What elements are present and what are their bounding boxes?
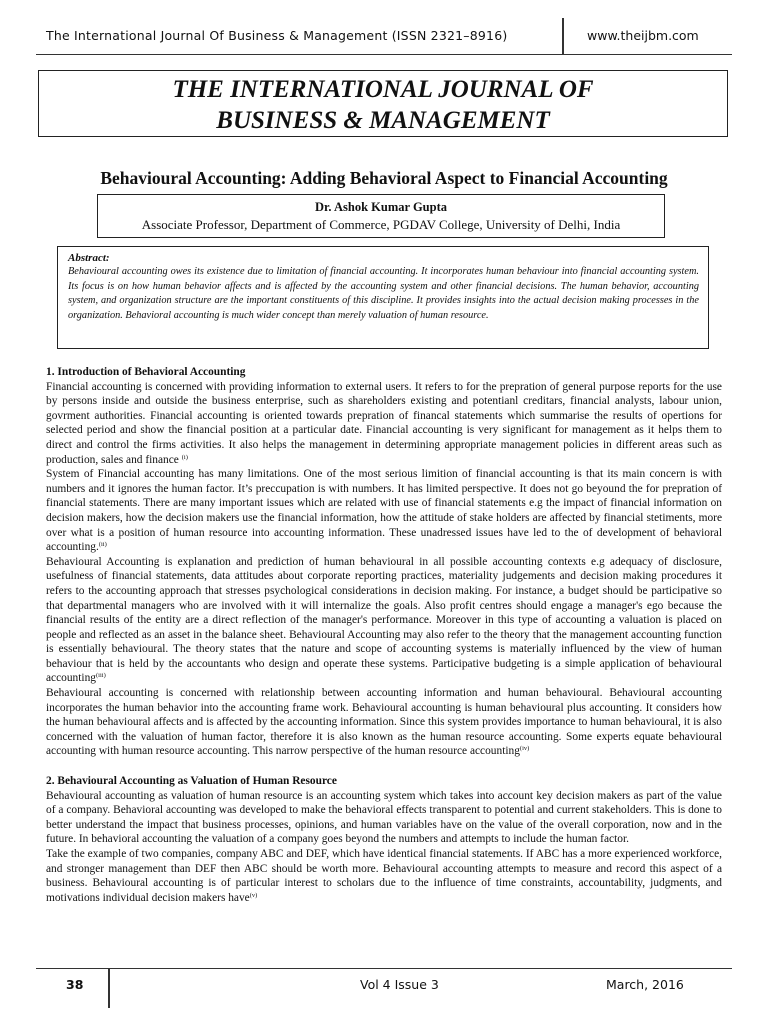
- article-body: [46, 365, 722, 905]
- reference-marker: (ii): [98, 541, 107, 549]
- header-divider: [562, 18, 564, 55]
- journal-website: www.theijbm.com: [587, 28, 699, 43]
- masthead-line-1: THE INTERNATIONAL JOURNAL OF: [172, 76, 594, 103]
- paper-title: Behavioural Accounting: Adding Behavioral Aspect to Financial Accounting: [100, 168, 668, 188]
- reference-marker: (i): [181, 453, 188, 461]
- paragraph: [46, 686, 722, 759]
- journal-issn: The International Journal Of Business & Management (ISSN 2321–8916): [46, 28, 508, 43]
- footer-divider: [108, 969, 110, 1008]
- masthead-line-2: BUSINESS & MANAGEMENT: [216, 107, 550, 134]
- paragraph-text: Take the example of two companies, company ABC and DEF, which have identical financial statements. If ABC has a more experienced workforce, and stronger management than DEF then ABC should be worth more. Behavioural accounting attempts to measure and record this aspect of a business. Behavioural accounting is of particular interest to scholars due to the influence of time constraints, accountability, judgments, and motivations individual decision makers have: [46, 848, 722, 904]
- paragraph: [46, 467, 722, 555]
- abstract-text: Behavioural accounting owes its existence due to limitation of financial accounting. It incorporates human behaviour into financial accounting system. Its focus is on how human behavior affects and is affected by the accounting system and other financial decisions. The human behavior, accounting system, and organization structure are the important constituents of this discipline. It provides insights into the actual decision making processes in the organization. Behavioral accounting is much wider concept than merely valuation of human resource.: [68, 266, 699, 321]
- author-box: [97, 194, 665, 238]
- author-affiliation: Associate Professor, Department of Commerce, PGDAV College, University of Delhi, India: [141, 217, 621, 232]
- volume-issue: Vol 4 Issue 3: [360, 977, 439, 992]
- section-heading: 1. Introduction of Behavioral Accounting: [46, 366, 246, 378]
- paragraph: [46, 380, 722, 468]
- paragraph-text: Behavioural accounting is concerned with relationship between accounting information and human behavioural. Behavioural accounting incorporates the human behavior into the accounting frame work. Behavioural accounting is human behavioural plus accounting. It considers how the human behavioural affects and is affected by the accounting information. Since this system provides importance to human behavioural, it is also concerned with the valuation of human factor, therefore it is also known as the human resource accounting. Some experts equate behavioural accounting with human resource accounting. This narrow perspective of the human resource accounting: [46, 687, 722, 758]
- reference-marker: (v): [249, 891, 258, 899]
- paragraph-text: System of Financial accounting has many limitations. One of the most serious limition of financial accounting is that its main concern is with numbers and it ignores the human factor. It’s preccupation is with numbers. It has limited perspective. It does not go beyound the for prepration of financial statements. There are many important issues which are related with use of financial statements e.g the impact of financial information on decision makers, how the decision makers use the financial information, how the attitude of stake holders are affected by financial stetiments, more over what is a position of human resource into accounting information. These unadressed issues have led to the of development of behavioral accounting.: [46, 468, 722, 554]
- paragraph: [46, 555, 722, 686]
- journal-masthead: [38, 70, 728, 137]
- paragraph: [46, 789, 722, 847]
- abstract-heading: Abstract:: [68, 252, 110, 264]
- paragraph: [46, 847, 722, 905]
- reference-marker: (iv): [519, 745, 530, 753]
- section-heading: 2. Behavioural Accounting as Valuation of Human Resource: [46, 775, 337, 788]
- paragraph-text: Behavioural Accounting is explanation and prediction of human behavioural in all possible accounting contexts e.g adequacy of disclosure, usefulness of financial statements, data attitudes about corporate reporting practices, materiality judgements and decision making procedures it refers to the accounting approach that stresses psychological considerations in decision making. For instance, a budget should be participative so that departmental managers who are involved with it will internalize the goals. Also profit centres should engage a manager's ego because the financial results of the entity are a direct reflection of the manager's performance. Moreover in this type of accounting a valuation is placed on people and reflected as an asset in the balance sheet. Behavioural Accounting may also refer to the theory that the management accounting function is essentially behavioural. The theory states that the nature and scope of accounting systems is materially influenced by the view of human behaviour that is held by the accountants who design and operate these systems. Participative budgeting is a simple application of behavioural accounting: [46, 555, 722, 685]
- page-header: [0, 0, 768, 55]
- header-rule: [36, 54, 732, 55]
- footer-rule: [36, 968, 732, 969]
- page-number: 38: [66, 977, 84, 992]
- reference-marker: (iii): [95, 672, 106, 680]
- author-name: Dr. Ashok Kumar Gupta: [315, 200, 447, 214]
- paragraph-text: Behavioural accounting as valuation of human resource is an accounting system which takes into account key decision makers as part of the value of a company. Behavioral accounting was developed to make the behavioral effects transparent to potential and current stakeholders. This is done to better understand the impact that business processes, opinions, and human variables have on the value of the overall corporation, now and in the future. In behavioral accounting the valuation of a company goes beyond the numbers and attempts to include the human factor.: [46, 789, 722, 846]
- paragraph-text: Financial accounting is concerned with providing information to external users. It refers to for the prepration of general purpose reports for the use by persons inside and outside the business enterprise, such as shareholders existing and potentianl creditars, financial analysts, labour union, govrment authorities. Financial accounting is oriented towards prepration of financal statements which summarise the results of opertions for selected period and show the financial position at a particular date. Financial accounting is very significant for management as it helps them to direct and control the firms activities. It also helps the management in determining appropriate management policies in different areas such as production, sales and finance: [46, 380, 722, 466]
- issue-date: March, 2016: [606, 977, 684, 992]
- section-spacer: [46, 759, 722, 774]
- abstract-box: [57, 246, 709, 349]
